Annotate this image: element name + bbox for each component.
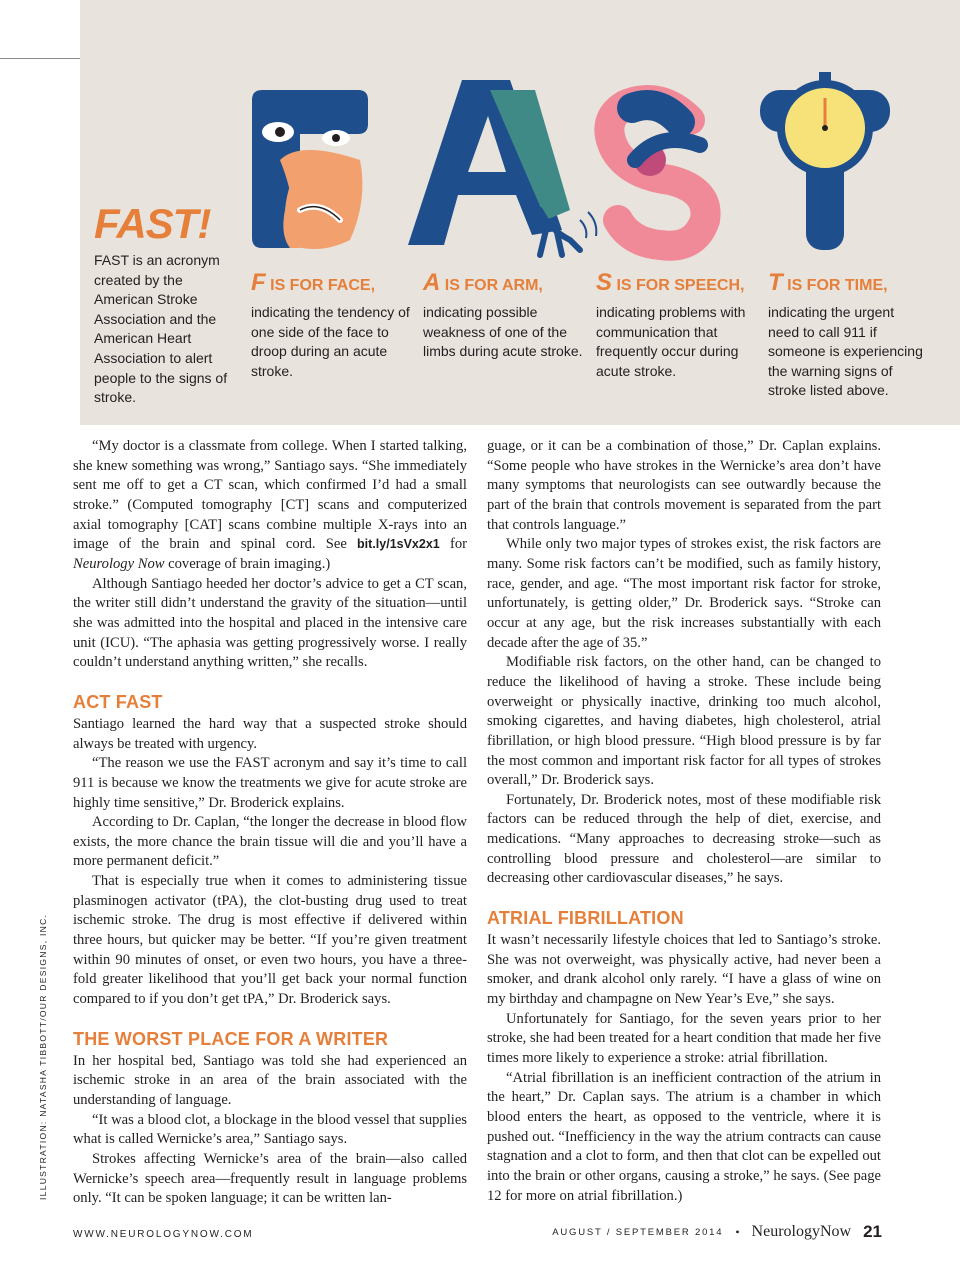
letter-a-description: indicating possible weakness of one of the limbs during acute stroke. [423,304,583,360]
t-clock-icon [760,72,890,250]
bullet-icon: • [735,1224,740,1239]
paragraph: “My doctor is a classmate from college. When I started talking, she knew something was wrong,” Santiago says. “She immediately sent me off to get a CT scan, which confirmed I’d had a small stroke.” (Computed tomography [CT] scans and computerized axial tomography [CAT] scans combine multiple X-rays into an image of the brain and spinal cord. See bit.ly/1sVx2x1 for Neurology Now coverage of brain imaging.) [73,438,467,572]
section-heading: THE WORST PLACE FOR A WRITER [73,1028,389,1049]
paragraph: Strokes affecting Wernicke’s area of the brain—also called Wernicke’s speech area—frequently result in language problems only. “It can be spoken language; it can be written lan- [73,1151,467,1207]
article-link[interactable]: bit.ly/1sVx2x1 [357,537,440,552]
paragraph: guage, or it can be a combination of those,” Dr. Caplan explains. “Some people who have strokes in the Wernicke’s area don’t have many symptoms that neurologists can see outwardly because the part of the brain that controls movement is separated from the part that controls language.” [487,438,881,533]
paragraph: Although Santiago heeded her doctor’s advice to get a CT scan, the writer still didn’t understand the gravity of the situation—until she was admitted into the hospital and placed in the intensive care unit (ICU). “The aphasia was getting progressively worse. I really couldn’t understand anything written,” she recalls. [73,575,467,671]
illustration-credit: ILLUSTRATION: NATASHA TIBBOTT/OUR DESIGNS, INC. [38,913,48,1200]
section-heading: ATRIAL FIBRILLATION [487,908,684,929]
s-speech-icon [609,100,705,246]
footer-issue-date: AUGUST / SEPTEMBER 2014 [552,1226,724,1238]
top-rule [0,58,80,59]
footer-right [552,1222,882,1242]
article-column-left [73,437,467,1209]
article-column-right [487,437,881,1206]
letter-t-block [768,269,928,401]
paragraph: “It was a blood clot, a blockage in the blood vessel that supplies what is called Wernicke’s area,” Santiago says. [73,1111,467,1148]
footer-magazine-name: NeurologyNow [751,1223,852,1240]
letter-s-description: indicating problems with communication that frequently occur during acute stroke. [596,304,746,379]
paragraph: That is especially true when it comes to administering tissue plasminogen activator (tPA), the clot-busting drug used to treat ischemic stroke. The drug is most effective if delivered within three hours, but quicker may be better. “If you’re given treatment within 90 minutes of onset, or even two hours, you have a three-fold greater likelihood that you’ll get back your normal function compared to if you don’t get tPA,” Dr. Broderick says. [73,873,467,1008]
paragraph: Santiago learned the hard way that a suspected stroke should always be treated with urgency. [73,715,467,752]
f-face-icon [252,90,368,249]
letter-s-heading: S IS FOR SPEECH, [596,269,745,296]
paragraph: “The reason we use the FAST acronym and say it’s time to call 911 is because we know the treatments we give for acute stroke are highly time sensitive,” Dr. Broderick explains. [73,755,467,811]
paragraph: It wasn’t necessarily lifestyle choices that led to Santiago’s stroke. She was not overweight, was physically active, had never been a smoker, and drank alcohol only rarely. “I have a glass of wine on my birthday and champagne on New Year’s Eve,” she says. [487,932,881,1008]
a-arm-icon [408,80,596,255]
letter-a-heading: A IS FOR ARM, [423,269,543,296]
footer-website[interactable]: WWW.NEUROLOGYNOW.COM [73,1229,254,1240]
paragraph: Fortunately, Dr. Broderick notes, most of these modifiable risk factors can be reduced through the help of diet, exercise, and medications. “Many approaches to decreasing stroke—such as controlling blood pressure and cholesterol—are similar to decreasing other cardiovascular diseases,” he says. [487,791,881,887]
paragraph: In her hospital bed, Santiago was told she had experienced an ischemic stroke in an area of the brain associated with the understanding of language. [73,1052,467,1109]
letter-f-block [251,269,421,381]
paragraph: Unfortunately for Santiago, for the seven years prior to her stroke, she had been treated for a heart condition that made her five times more likely to experience a stroke: atrial fibrillation. [487,1010,881,1067]
panel-intro: FAST is an acronym created by the American Stroke Association and the American Heart Association to alert people to the signs of stroke. [94,252,228,406]
letter-s-block [596,269,766,381]
page-number: 21 [863,1222,882,1241]
section-heading: ACT FAST [73,691,163,712]
paragraph: While only two major types of strokes exist, the risk factors are many. Some risk factors can’t be modified, such as family history, race, gender, and age. “The most important risk factor for stroke, unfortunately, is getting older,” Dr. Broderick says. “Stroke can occur at any age, but the risk increases substantially with each decade after the age of 35.” [487,536,881,651]
letter-a-block [423,269,593,362]
paragraph: “Atrial fibrillation is an inefficient contraction of the atrium in the heart,” Dr. Caplan says. The atrium is a chamber in which blood enters the heart, as opposed to the ventricle, where it is pushed out. “Inefficiency in the way the atrium contracts can cause stagnation and a clot to form, and then that clot can be expelled out into the brain or other organs, causing a stroke,” he says. (See page 12 for more on atrial fibrillation.) [487,1069,881,1204]
panel-title: FAST! [94,200,211,247]
letter-t-description: indicating the urgent need to call 911 if someone is experiencing the warning signs of stroke listed above. [768,304,923,399]
fast-illustration [240,60,940,270]
letter-t-heading: T IS FOR TIME, [768,269,888,296]
letter-f-description: indicating the tendency of one side of the face to droop during an acute stroke. [251,304,410,379]
paragraph: According to Dr. Caplan, “the longer the decrease in blood flow exists, the more chance the brain tissue will die and you’ll have a more permanent deficit.” [73,814,467,870]
letter-f-heading: F IS FOR FACE, [251,269,376,296]
paragraph: Modifiable risk factors, on the other hand, can be changed to reduce the likelihood of having a stroke. These include being overweight or physically inactive, drinking too much alcohol, smoking cigarettes, and having diabetes, high cholesterol, atrial fibrillation, or high blood pressure. “High blood pressure is by far the most common and important risk factor for all types of strokes overall,” Dr. Broderick says. [487,654,881,789]
